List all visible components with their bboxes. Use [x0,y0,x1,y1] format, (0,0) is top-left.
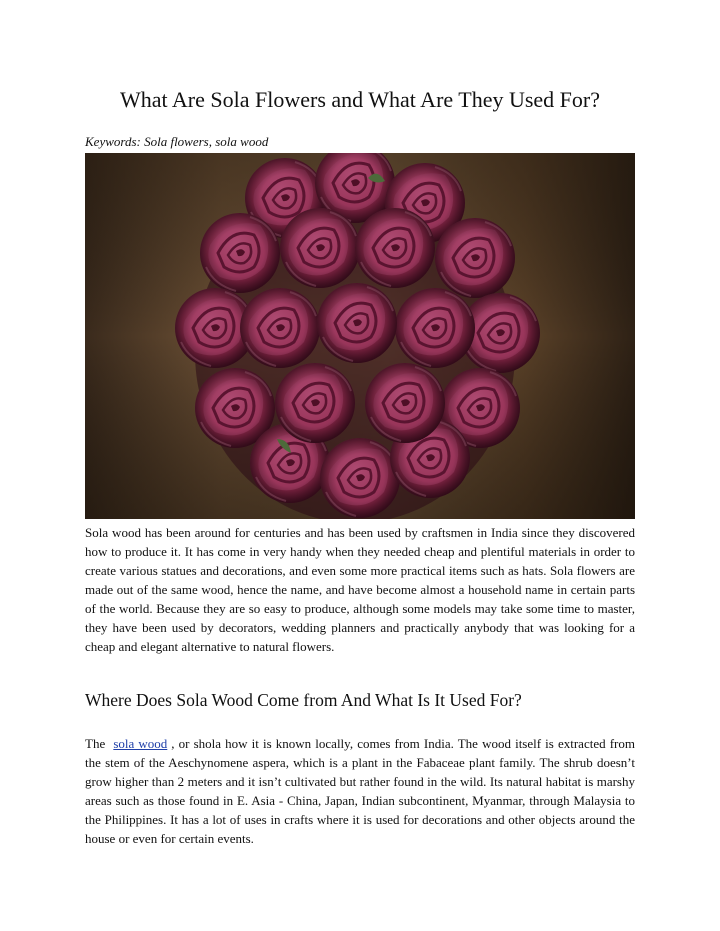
section-lead-text: The [85,736,106,751]
intro-paragraph: Sola wood has been around for centuries and has been used by craftsmen in India since they discovered how to produce it. It has come in very handy when they needed cheap and plentiful materials in order to create various statues and decorations, and even some more practical items such as hats. Sola flowers are made out of the same wood, hence the name, and have become almost a household name in certain parts of the world. Because they are so easy to produce, although some models may take some time to master, they have been used by decorators, wedding planners and practically anybody that was looking for a cheap and elegant alternative to natural flowers. [85,525,635,654]
hero-image [85,153,635,519]
section-heading: Where Does Sola Wood Come from And What Is It Used For? [85,690,522,710]
keywords-line: Keywords: Sola flowers, sola wood [85,134,269,149]
page-title: What Are Sola Flowers and What Are They Used For? [119,87,601,112]
section-rest-text: , or shola how it is known locally, comes from India. The wood itself is extracted from the stem of the Aeschynomene aspera, which is a plant in the Fabaceae plant family. The shrub doesn’t grow higher than 2 meters and it isn’t cultivated but rather found in the wild. Its natural habitat is marshy areas such as those found in E. Asia - China, Japan, Indian subcontinent, Myanmar, through Malaysia to the Philippines. It has a lot of uses in crafts where it is used for decorations and other objects around the house or even for certain events. [85,736,635,846]
sola-wood-link[interactable]: sola wood [113,736,168,751]
rose-bouquet-illustration [85,153,635,519]
section-paragraph [85,734,635,848]
